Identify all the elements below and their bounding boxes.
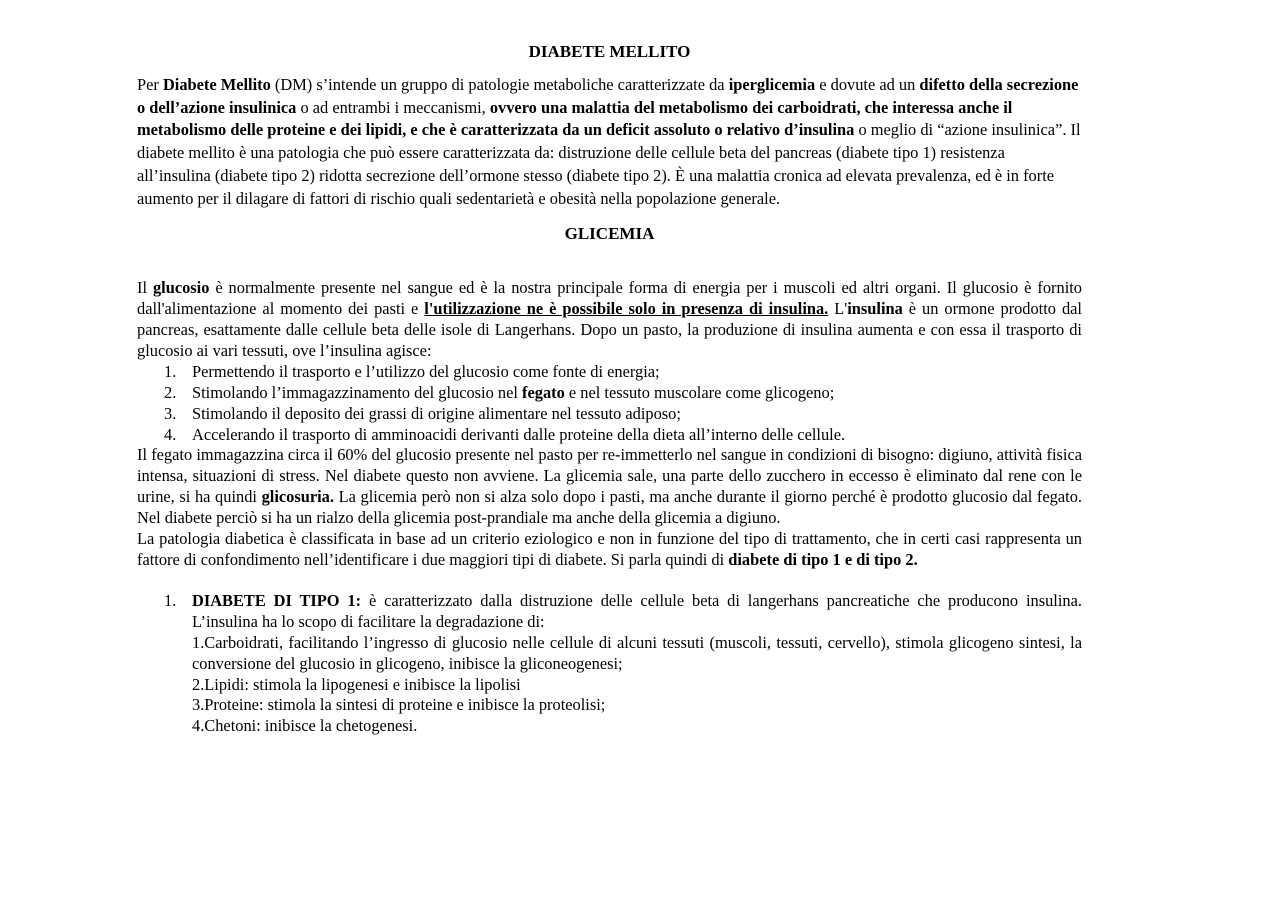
glicemia-text-2: è normalmente presente nel sangue ed è la nostra principale forma di energia per i muscoli ed altri organi. Il glucosio è fornito dall'alimentazione al momento dei pasti e xyxy=(137,278,1082,319)
list-item-diabete-tipo-1 xyxy=(137,591,1082,737)
intro-bold-4: ovvero una malattia del metabolismo dei carboidrati, che interessa anche il metabolismo delle proteine e dei lipidi, e che è caratterizzata da un deficit assoluto o relativo d’insulina xyxy=(137,97,1013,140)
type-1-text: è caratterizzato dalla distruzione delle cellule beta di langerhans pancreatiche che producono insulina. L’insulina ha lo scopo di facilitare la degradazione di: xyxy=(192,590,1082,631)
list-item-text: Stimolando il deposito dei grassi di origine alimentare nel tessuto adiposo; xyxy=(192,403,681,423)
list-item-text: Accelerando il trasporto di amminoacidi derivanti dalle proteine della dieta all’interno delle cellule. xyxy=(192,424,846,444)
list-item-number: 3. xyxy=(164,403,177,423)
list-item-text: Stimolando l’immagazzinamento del glucosio nel xyxy=(192,382,523,402)
intro-text-3: e dovute ad un xyxy=(815,75,920,94)
insulin-actions-list xyxy=(137,362,1082,446)
fegato-paragraph xyxy=(137,445,1082,529)
classification-text-1: La patologia diabetica è classificata in base ad un criterio eziologico e non in funzione del tipo di trattamento, che in certi casi rappresenta un fattore di confondimento nell’identificare i due maggiori tipi di diabete. Si parla quindi di xyxy=(137,529,1082,569)
list-item xyxy=(137,383,1082,404)
list-item-number: 1. xyxy=(164,590,177,610)
list-item-text: Permettendo il trasporto e l’utilizzo del glucosio come fonte di energia; xyxy=(192,361,660,381)
list-item xyxy=(137,362,1082,383)
list-item-number: 1. xyxy=(164,361,177,381)
list-item xyxy=(137,404,1082,425)
list-item-number: 4. xyxy=(164,424,177,444)
list-item-number: 2. xyxy=(164,382,177,402)
section-title-glicemia: GLICEMIA xyxy=(564,224,655,244)
intro-text-2: (DM) s’intende un gruppo di patologie metaboliche caratterizzate da xyxy=(270,75,729,94)
diabetes-types-list xyxy=(137,591,1082,737)
list-item-bold: fegato xyxy=(522,382,565,402)
glicemia-bold-underline: l'utilizzazione ne è possibile solo in presenza di insulina. xyxy=(424,299,829,319)
list-item-text: e nel tessuto muscolare come glicogeno; xyxy=(564,382,835,402)
document-title: DIABETE MELLITO xyxy=(528,42,691,61)
sub-item-proteine: 3.Proteine: stimola la sintesi di proteine e inibisce la proteolisi; xyxy=(192,695,606,715)
glicemia-paragraph xyxy=(137,278,1082,362)
intro-paragraph xyxy=(137,74,1082,210)
glicemia-bold-2: insulina xyxy=(847,299,903,319)
sub-item-carboidrati: 1.Carboidrati, facilitando l’ingresso di glucosio nelle cellule di alcuni tessuti (muscoli, tessuti, cervello), stimola glicogeno sintesi, la conversione del glucosio in glicogeno, inibisce la gliconeogenesi; xyxy=(192,632,1082,673)
classification-bold-1: diabete di tipo 1 e di tipo 2. xyxy=(728,550,918,569)
sub-item-lipidi: 2.Lipidi: stimola la lipogenesi e inibisce la lipolisi xyxy=(192,674,521,694)
intro-bold-1: Diabete Mellito xyxy=(162,75,271,94)
glicemia-text-4: è un ormone prodotto dal pancreas, esattamente dalle cellule beta delle isole di Langerhans. Dopo un pasto, la produzione di insulina aumenta e con essa il trasporto di glucosio ai vari tessuti, ove l’insulina agisce: xyxy=(137,299,1082,360)
document-page xyxy=(137,40,1082,737)
glicemia-bold-1: glucosio xyxy=(152,278,210,298)
spacer xyxy=(137,246,1082,278)
sub-item-chetoni: 4.Chetoni: inibisce la chetogenesi. xyxy=(192,716,418,736)
glicemia-text-1: Il xyxy=(137,278,153,298)
type-1-description xyxy=(192,591,1082,633)
intro-text-5: o meglio di “azione insulinica”. Il diabete mellito è una patologia che può essere caratterizzata da: distruzione delle cellule beta del pancreas (diabete tipo 1) resistenza all’insulina (diabete tipo 2) ridotta secrezione dell’ormone stesso (diabete tipo 2). È una malattia cronica ad elevata prevalenza, ed è in forte aumento per il dilagare di fattori di rischio quali sedentarietà e obesità nella popolazione generale. xyxy=(137,120,1081,208)
fegato-text-1: Il fegato immagazzina circa il 60% del glucosio presente nel pasto per re-immetterlo nel sangue in condizioni di bisogno: digiuno, attività fisica intensa, situazioni di stress. Nel diabete questo non avviene. La glicemia sale, una parte dello zucchero in eccesso è eliminato dal rene con le urine, si ha quindi xyxy=(137,445,1082,507)
intro-text-1: Per xyxy=(137,75,163,94)
fegato-text-2: La glicemia però non si alza solo dopo i pasti, ma anche durante il giorno perché è prodotto glucosio dal fegato. Nel diabete perciò si ha un rialzo della glicemia post-prandiale ma anche della glicemia a digiuno. xyxy=(137,487,1082,528)
intro-text-4: o ad entrambi i meccanismi, xyxy=(296,97,490,117)
classification-paragraph xyxy=(137,529,1082,571)
intro-bold-2: iperglicemia xyxy=(728,75,816,94)
list-item xyxy=(137,425,1082,446)
fegato-bold-1: glicosuria. xyxy=(261,487,334,507)
glicemia-text-3: L' xyxy=(828,299,848,319)
spacer xyxy=(137,571,1082,591)
intro-bold-3: difetto della secrezione o dell’azione insulinica xyxy=(137,75,1079,117)
type-1-heading: DIABETE DI TIPO 1: xyxy=(192,590,362,610)
